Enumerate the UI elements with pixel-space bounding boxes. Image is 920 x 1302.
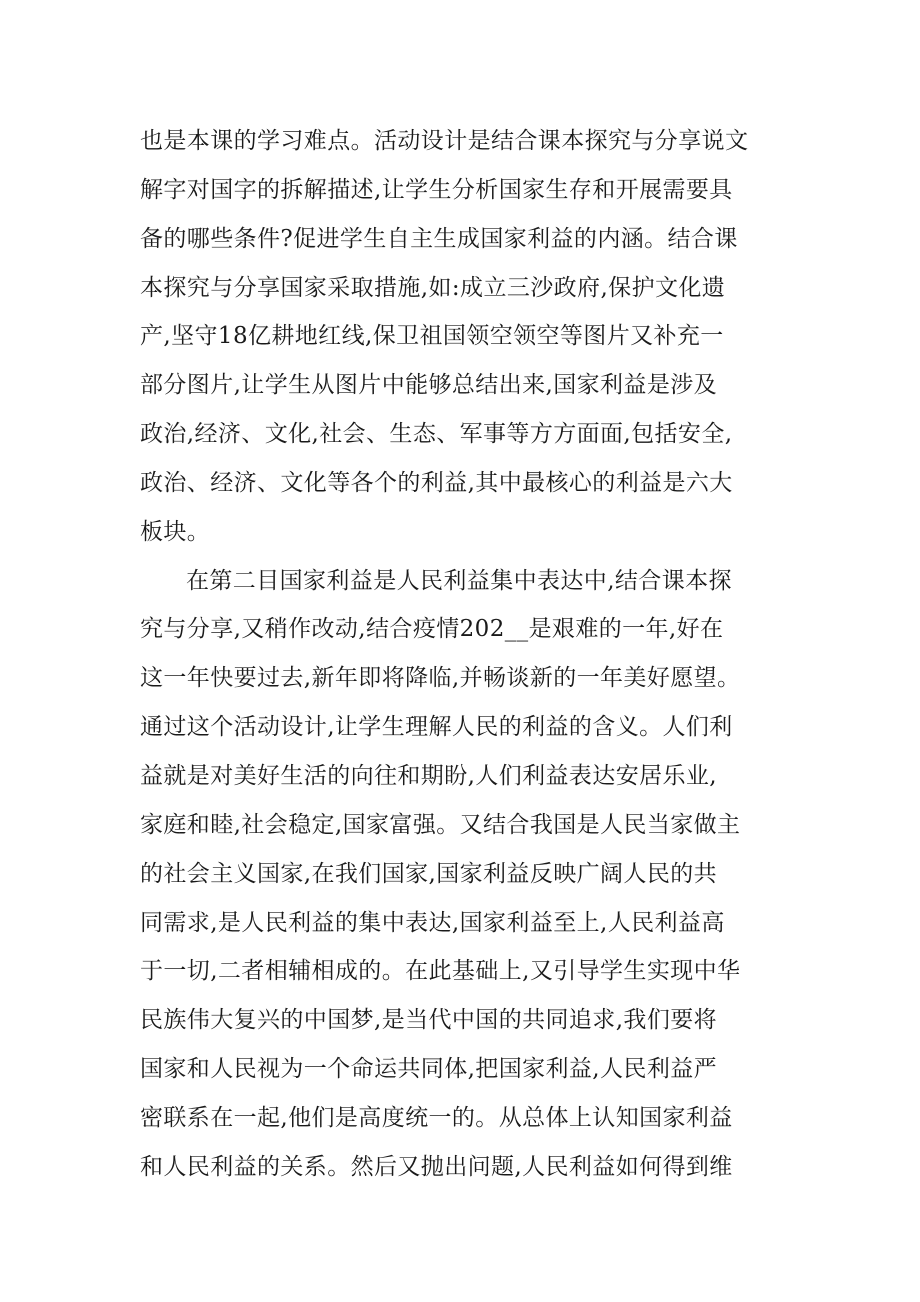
text-line-9: 板块。 xyxy=(140,518,211,545)
text-line-13: 通过这个活动设计,让学生理解人民的利益的含义。人们利 xyxy=(140,714,733,741)
text-line-12: 这一年快要过去,新年即将降临,并畅谈新的一年美好愿望。 xyxy=(140,665,741,692)
text-line-16: 的社会主义国家,在我们国家,国家利益反映广阔人民的共 xyxy=(140,860,718,887)
text-line-6: 部分图片,让学生从图片中能够总结出来,国家利益是涉及 xyxy=(140,372,718,399)
text-line-19: 民族伟大复兴的中国梦,是当代中国的共同追求,我们要将 xyxy=(140,1007,718,1034)
paragraph-start-line: 在第二目国家利益是人民利益集中表达中,结合课本探 xyxy=(186,567,732,594)
text-line-1: 也是本课的学习难点。活动设计是结合课本探究与分享说文 xyxy=(140,128,749,154)
text-line-22: 和人民利益的关系。然后又抛出问题,人民利益如何得到维 xyxy=(140,1153,733,1180)
text-line-14: 益就是对美好生活的向往和期盼,人们利益表达安居乐业, xyxy=(140,762,718,789)
text-line-18: 于一切,二者相辅相成的。在此基础上,又引导学生实现中华 xyxy=(140,958,741,985)
text-line-4: 本探究与分享国家采取措施,如:成立三沙政府,保护文化遗 xyxy=(140,274,726,301)
text-line-21: 密联系在一起,他们是高度统一的。从总体上认知国家利益 xyxy=(140,1104,733,1131)
text-line-5: 产,坚守18亿耕地红线,保卫祖国领空领空等图片又补充一 xyxy=(140,323,724,350)
text-line-17: 同需求,是人民利益的集中表达,国家利益至上,人民利益高 xyxy=(140,909,725,936)
text-line-15: 家庭和睦,社会稳定,国家富强。又结合我国是人民当家做主 xyxy=(140,811,741,838)
body-text xyxy=(140,117,820,1192)
text-line-2: 解字对国字的拆解描述,让学生分析国家生存和开展需要具 xyxy=(140,176,733,203)
text-line-3: 备的哪些条件?促进学生自主生成国家利益的内涵。结合课 xyxy=(140,225,738,252)
text-line-20: 国家和人民视为一个命运共同体,把国家利益,人民利益严 xyxy=(140,1056,718,1083)
text-line-8: 政治、经济、文化等各个的利益,其中最核心的利益是六大 xyxy=(140,469,733,496)
text-line-11: 究与分享,又稍作改动,结合疫情202__是艰难的一年,好在 xyxy=(140,616,724,643)
text-line-7: 政治,经济、文化,社会、生态、军事等方方面面,包括安全, xyxy=(140,421,733,448)
